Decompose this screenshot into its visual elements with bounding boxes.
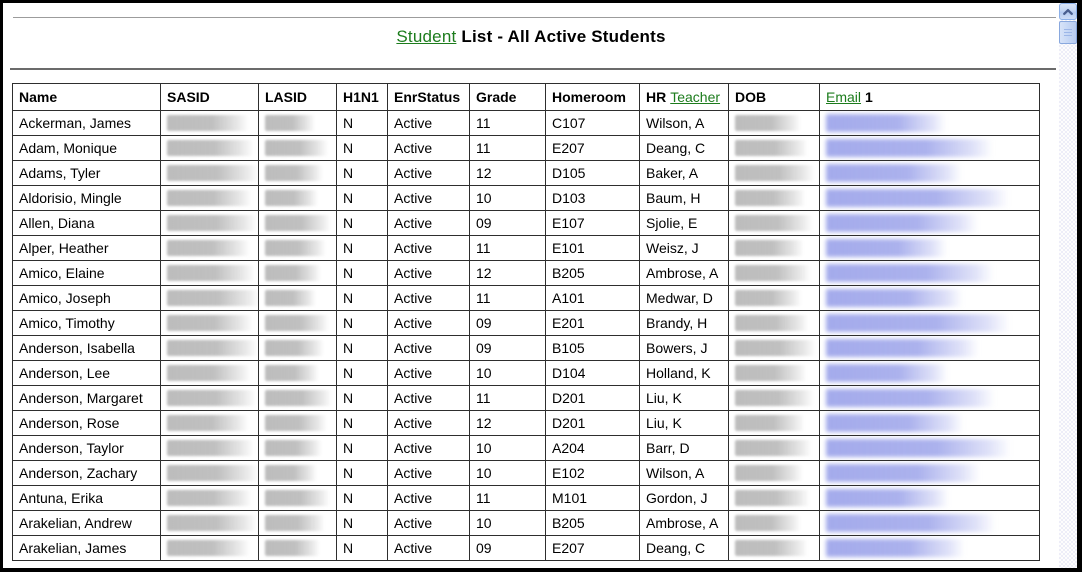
cell-lasid-redacted [259,436,337,461]
col-header-hr-teacher [640,84,729,111]
cell-lasid-redacted [259,336,337,361]
cell-lasid-redacted [259,261,337,286]
redaction-blob-sasid [167,515,257,531]
cell-homeroom: D104 [546,361,640,386]
cell-homeroom: B205 [546,261,640,286]
redaction-blob-lasid [265,290,316,306]
col-header-email [820,84,1040,111]
cell-hr-teacher: Wilson, A [640,111,729,136]
table-row [13,411,1040,436]
cell-h1n1: N [337,436,388,461]
cell-grade: 10 [470,361,546,386]
cell-grade: 10 [470,436,546,461]
redaction-blob-dob [735,415,805,431]
cell-hr-teacher: Sjolie, E [640,211,729,236]
cell-hr-teacher: Holland, K [640,361,729,386]
cell-name: Anderson, Isabella [13,336,161,361]
redaction-blob-lasid [265,415,327,431]
cell-grade: 12 [470,261,546,286]
cell-email-redacted [820,436,1040,461]
cell-name: Allen, Diana [13,211,161,236]
cell-enrstatus: Active [388,136,470,161]
cell-enrstatus: Active [388,411,470,436]
cell-enrstatus: Active [388,161,470,186]
cell-email-redacted [820,311,1040,336]
cell-email-redacted [820,336,1040,361]
cell-homeroom: B105 [546,336,640,361]
redaction-blob-dob [735,340,816,356]
cell-grade: 11 [470,236,546,261]
table-row [13,536,1040,561]
scrollbar-thumb[interactable] [1059,21,1077,44]
cell-grade: 09 [470,211,546,236]
cell-homeroom: E207 [546,536,640,561]
redaction-blob-sasid [167,240,250,256]
student-list-table [12,83,1040,561]
cell-hr-teacher: Baker, A [640,161,729,186]
cell-dob-redacted [729,486,820,511]
cell-email-redacted [820,111,1040,136]
cell-lasid-redacted [259,511,337,536]
cell-dob-redacted [729,511,820,536]
cell-sasid-redacted [161,511,259,536]
redaction-blob-lasid [265,465,317,481]
cell-hr-teacher: Medwar, D [640,286,729,311]
cell-email-redacted [820,461,1040,486]
cell-dob-redacted [729,211,820,236]
cell-dob-redacted [729,136,820,161]
table-row [13,436,1040,461]
redaction-blob-lasid [265,140,328,156]
table-row [13,186,1040,211]
cell-email-redacted [820,386,1040,411]
table-row [13,336,1040,361]
table-row [13,261,1040,286]
redaction-blob-lasid [265,215,331,231]
cell-enrstatus: Active [388,511,470,536]
redaction-blob-lasid [265,440,322,456]
cell-name: Anderson, Zachary [13,461,161,486]
redaction-blob-dob [735,115,801,131]
redaction-blob-email [826,239,947,257]
cell-enrstatus: Active [388,236,470,261]
table-row [13,211,1040,236]
redaction-blob-sasid [167,215,257,231]
cell-lasid-redacted [259,211,337,236]
cell-h1n1: N [337,311,388,336]
cell-homeroom: D103 [546,186,640,211]
redaction-blob-sasid [167,390,256,406]
cell-email-redacted [820,411,1040,436]
redaction-blob-dob [735,190,806,206]
redaction-blob-dob [735,140,808,156]
redaction-blob-lasid [265,190,318,206]
cell-h1n1: N [337,136,388,161]
cell-name: Anderson, Rose [13,411,161,436]
redaction-blob-sasid [167,440,254,456]
cell-h1n1: N [337,261,388,286]
col-header-grade: Grade [470,84,546,111]
cell-dob-redacted [729,311,820,336]
table-row [13,461,1040,486]
redaction-blob-sasid [167,165,259,181]
redaction-blob-dob [735,240,804,256]
redaction-blob-lasid [265,365,319,381]
cell-dob-redacted [729,536,820,561]
cell-email-redacted [820,361,1040,386]
cell-sasid-redacted [161,111,259,136]
cell-grade: 11 [470,111,546,136]
redaction-blob-email [826,139,993,157]
redaction-blob-sasid [167,115,249,131]
cell-homeroom: M101 [546,486,640,511]
cell-name: Amico, Elaine [13,261,161,286]
redaction-blob-lasid [265,515,325,531]
cell-grade: 11 [470,136,546,161]
cell-name: Antuna, Erika [13,486,161,511]
cell-lasid-redacted [259,461,337,486]
cell-hr-teacher: Brandy, H [640,311,729,336]
cell-enrstatus: Active [388,111,470,136]
cell-sasid-redacted [161,386,259,411]
redaction-blob-sasid [167,540,250,556]
col-header-name: Name [13,84,161,111]
cell-lasid-redacted [259,161,337,186]
table-row [13,311,1040,336]
cell-grade: 11 [470,486,546,511]
table-row [13,136,1040,161]
header-row [13,84,1040,111]
redaction-blob-dob [735,265,811,281]
cell-enrstatus: Active [388,361,470,386]
col-header-dob: DOB [729,84,820,111]
cell-h1n1: N [337,236,388,261]
hr-label: HR [646,89,667,105]
cell-enrstatus: Active [388,286,470,311]
cell-h1n1: N [337,186,388,211]
redaction-blob-email [826,464,980,482]
cell-h1n1: N [337,361,388,386]
cell-email-redacted [820,236,1040,261]
cell-lasid-redacted [259,536,337,561]
cell-enrstatus: Active [388,211,470,236]
cell-grade: 11 [470,286,546,311]
vertical-scrollbar[interactable] [1059,3,1077,568]
redaction-blob-dob [735,290,802,306]
cell-sasid-redacted [161,461,259,486]
cell-email-redacted [820,161,1040,186]
cell-hr-teacher: Liu, K [640,411,729,436]
redaction-blob-sasid [167,265,255,281]
redaction-blob-lasid [265,115,315,131]
cell-h1n1: N [337,386,388,411]
redaction-blob-sasid [167,490,252,506]
redaction-blob-lasid [265,265,321,281]
cell-dob-redacted [729,236,820,261]
cell-lasid-redacted [259,486,337,511]
cell-sasid-redacted [161,436,259,461]
cell-h1n1: N [337,511,388,536]
cell-sasid-redacted [161,211,259,236]
cell-h1n1: N [337,111,388,136]
cell-name: Adam, Monique [13,136,161,161]
cell-enrstatus: Active [388,486,470,511]
redaction-blob-email [826,414,964,432]
cell-homeroom: C107 [546,111,640,136]
cell-hr-teacher: Ambrose, A [640,261,729,286]
cell-dob-redacted [729,186,820,211]
cell-email-redacted [820,261,1040,286]
redaction-blob-dob [735,515,801,531]
cell-dob-redacted [729,361,820,386]
cell-sasid-redacted [161,186,259,211]
cell-homeroom: E207 [546,136,640,161]
redaction-blob-email [826,489,949,507]
redaction-blob-dob [735,365,807,381]
cell-name: Adams, Tyler [13,161,161,186]
cell-enrstatus: Active [388,461,470,486]
cell-name: Anderson, Lee [13,361,161,386]
cell-hr-teacher: Deang, C [640,536,729,561]
cell-h1n1: N [337,286,388,311]
redaction-blob-sasid [167,140,254,156]
redaction-blob-email [826,314,1010,332]
page-title [3,27,1059,47]
scrollbar-up-button[interactable] [1059,3,1077,20]
cell-name: Aldorisio, Mingle [13,186,161,211]
redaction-blob-email [826,189,1009,207]
redaction-blob-lasid [265,340,324,356]
email-number-label: 1 [865,89,873,105]
redaction-blob-lasid [265,240,326,256]
cell-grade: 10 [470,186,546,211]
redaction-blob-lasid [265,390,332,406]
cell-hr-teacher: Baum, H [640,186,729,211]
cell-sasid-redacted [161,161,259,186]
cell-email-redacted [820,536,1040,561]
cell-enrstatus: Active [388,311,470,336]
table-row [13,286,1040,311]
cell-grade: 12 [470,161,546,186]
cell-dob-redacted [729,286,820,311]
cell-sasid-redacted [161,261,259,286]
cell-homeroom: E107 [546,211,640,236]
cell-grade: 10 [470,511,546,536]
student-link[interactable]: Student [396,27,457,46]
redaction-blob-email [826,339,979,357]
redaction-blob-sasid [167,190,252,206]
redaction-blob-email [826,289,963,307]
cell-h1n1: N [337,161,388,186]
redaction-blob-lasid [265,490,330,506]
cell-email-redacted [820,136,1040,161]
cell-lasid-redacted [259,361,337,386]
cell-grade: 11 [470,386,546,411]
cell-grade: 12 [470,411,546,436]
cell-homeroom: E102 [546,461,640,486]
redaction-blob-sasid [167,465,259,481]
cell-lasid-redacted [259,136,337,161]
cell-homeroom: D105 [546,161,640,186]
table-row [13,236,1040,261]
redaction-blob-lasid [265,165,323,181]
col-header-enrstatus: EnrStatus [388,84,470,111]
table-row [13,361,1040,386]
cell-grade: 09 [470,536,546,561]
table-row [13,486,1040,511]
cell-lasid-redacted [259,111,337,136]
cell-h1n1: N [337,336,388,361]
cell-dob-redacted [729,261,820,286]
cell-email-redacted [820,211,1040,236]
redaction-blob-sasid [167,365,251,381]
redaction-blob-dob [735,490,810,506]
cell-hr-teacher: Weisz, J [640,236,729,261]
cell-email-redacted [820,486,1040,511]
redaction-blob-email [826,539,965,557]
col-header-sasid: SASID [161,84,259,111]
cell-homeroom: E101 [546,236,640,261]
cell-name: Arakelian, James [13,536,161,561]
redaction-blob-sasid [167,415,249,431]
cell-hr-teacher: Liu, K [640,386,729,411]
cell-enrstatus: Active [388,436,470,461]
redaction-blob-dob [735,165,815,181]
redaction-blob-sasid [167,290,259,306]
email-sort-link[interactable]: Email [826,89,862,105]
cell-email-redacted [820,286,1040,311]
redaction-blob-dob [735,440,812,456]
cell-enrstatus: Active [388,336,470,361]
top-divider [13,17,1056,18]
redaction-blob-email [826,364,948,382]
redaction-blob-lasid [265,540,320,556]
table-row [13,386,1040,411]
cell-sasid-redacted [161,286,259,311]
cell-grade: 09 [470,336,546,361]
cell-dob-redacted [729,336,820,361]
teacher-sort-link[interactable]: Teacher [670,89,721,105]
cell-lasid-redacted [259,386,337,411]
redaction-blob-dob [735,315,809,331]
cell-sasid-redacted [161,536,259,561]
cell-lasid-redacted [259,236,337,261]
cell-sasid-redacted [161,236,259,261]
cell-enrstatus: Active [388,536,470,561]
cell-h1n1: N [337,211,388,236]
redaction-blob-email [826,389,995,407]
cell-name: Ackerman, James [13,111,161,136]
cell-h1n1: N [337,411,388,436]
cell-lasid-redacted [259,311,337,336]
cell-name: Arakelian, Andrew [13,511,161,536]
cell-lasid-redacted [259,186,337,211]
cell-grade: 09 [470,311,546,336]
redaction-blob-lasid [265,315,329,331]
cell-dob-redacted [729,436,820,461]
cell-dob-redacted [729,111,820,136]
cell-name: Alper, Heather [13,236,161,261]
cell-sasid-redacted [161,486,259,511]
table-row [13,161,1040,186]
cell-h1n1: N [337,461,388,486]
cell-sasid-redacted [161,411,259,436]
redaction-blob-dob [735,465,803,481]
cell-email-redacted [820,511,1040,536]
cell-dob-redacted [729,411,820,436]
cell-homeroom: B205 [546,511,640,536]
cell-name: Amico, Timothy [13,311,161,336]
redaction-blob-sasid [167,315,253,331]
col-header-homeroom: Homeroom [546,84,640,111]
cell-homeroom: D201 [546,411,640,436]
redaction-blob-email [826,214,978,232]
table-row [13,111,1040,136]
cell-name: Anderson, Taylor [13,436,161,461]
redaction-blob-email [826,164,962,182]
cell-hr-teacher: Gordon, J [640,486,729,511]
cell-homeroom: D201 [546,386,640,411]
cell-homeroom: A101 [546,286,640,311]
cell-hr-teacher: Wilson, A [640,461,729,486]
redaction-blob-email [826,114,946,132]
cell-lasid-redacted [259,411,337,436]
redaction-blob-dob [735,215,813,231]
redaction-blob-sasid [167,340,258,356]
cell-enrstatus: Active [388,386,470,411]
col-header-h1n1: H1N1 [337,84,388,111]
cell-dob-redacted [729,461,820,486]
col-header-lasid: LASID [259,84,337,111]
redaction-blob-email [826,439,1011,457]
cell-hr-teacher: Barr, D [640,436,729,461]
cell-sasid-redacted [161,136,259,161]
cell-sasid-redacted [161,361,259,386]
page-title-text: List - All Active Students [461,27,666,46]
cell-hr-teacher: Deang, C [640,136,729,161]
redaction-blob-dob [735,540,808,556]
redaction-blob-email [826,514,996,532]
cell-sasid-redacted [161,336,259,361]
title-divider [10,68,1056,70]
cell-enrstatus: Active [388,261,470,286]
cell-h1n1: N [337,486,388,511]
cell-name: Anderson, Margaret [13,386,161,411]
cell-grade: 10 [470,461,546,486]
cell-dob-redacted [729,161,820,186]
cell-enrstatus: Active [388,186,470,211]
redaction-blob-email [826,264,994,282]
cell-homeroom: A204 [546,436,640,461]
cell-dob-redacted [729,386,820,411]
cell-h1n1: N [337,536,388,561]
cell-hr-teacher: Bowers, J [640,336,729,361]
cell-name: Amico, Joseph [13,286,161,311]
table-row [13,511,1040,536]
cell-lasid-redacted [259,286,337,311]
report-content [3,3,1059,568]
redaction-blob-dob [735,390,814,406]
cell-hr-teacher: Ambrose, A [640,511,729,536]
cell-homeroom: E201 [546,311,640,336]
cell-email-redacted [820,186,1040,211]
cell-sasid-redacted [161,311,259,336]
chevron-up-icon [1063,8,1073,16]
